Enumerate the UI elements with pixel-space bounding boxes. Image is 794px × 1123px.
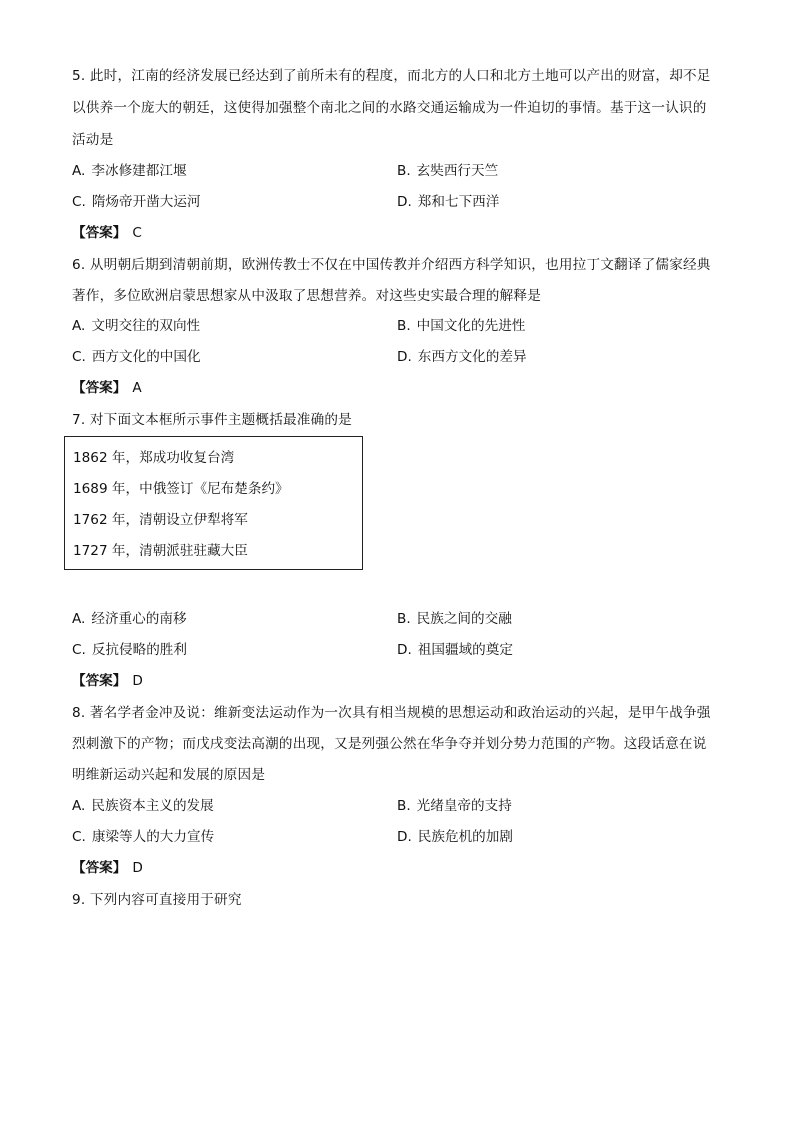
q8-option-d	[397, 827, 513, 847]
option-text: 文明交往的双向性	[91, 318, 201, 334]
option-text: 东西方文化的差异	[417, 349, 527, 365]
option-text: 祖国疆域的奠定	[417, 642, 513, 658]
option-text: 隋炀帝开凿大运河	[91, 194, 201, 210]
q6-option-d	[397, 347, 527, 367]
option-letter: C.	[72, 642, 86, 658]
option-letter: C.	[72, 829, 86, 845]
answer-value: A	[132, 380, 142, 396]
q8-stem-line-3: 明维新运动兴起和发展的原因是	[72, 767, 266, 783]
answer-value: D	[132, 860, 143, 876]
option-letter: B.	[397, 318, 411, 334]
option-letter: B.	[397, 611, 411, 627]
option-text: 光绪皇帝的支持	[416, 798, 512, 814]
option-letter: C.	[72, 194, 86, 210]
answer-tag: 【答案】	[72, 380, 127, 396]
q6-option-a	[72, 316, 200, 336]
option-text: 康梁等人的大力宣传	[91, 829, 215, 845]
q6-stem-line-1: 6. 从明朝后期到清朝前期，欧洲传教士不仅在中国传教并介绍西方科学知识，也用拉丁文翻译了儒家经典	[72, 257, 711, 273]
q7-option-b	[397, 609, 512, 629]
option-text: 李冰修建都江堰	[91, 163, 187, 179]
option-letter: D.	[397, 829, 412, 845]
option-text: 民族之间的交融	[416, 611, 512, 627]
q6-option-c	[72, 347, 201, 367]
q8-option-c	[72, 827, 214, 847]
option-letter: A.	[72, 163, 86, 179]
q5-option-c	[72, 192, 201, 212]
option-letter: C.	[72, 349, 86, 365]
q8-option-a	[72, 796, 214, 816]
q6-stem-line-2: 著作，多位欧洲启蒙思想家从中汲取了思想营养。对这些史实最合理的解释是	[72, 288, 541, 304]
q7-answer	[72, 671, 143, 691]
q6-answer	[72, 378, 142, 398]
q5-stem-line-3: 活动是	[72, 132, 114, 148]
q6-option-b	[397, 316, 525, 336]
q7-box-event-1: 1862 年，郑成功收复台湾	[73, 450, 235, 466]
option-letter: B.	[397, 163, 411, 179]
option-letter: D.	[397, 349, 412, 365]
option-text: 民族资本主义的发展	[91, 798, 214, 814]
q8-stem-line-1: 8. 著名学者金冲及说：维新变法运动作为一次具有相当规模的思想运动和政治运动的兴起，是甲午战争强	[72, 705, 711, 721]
q7-stem-line-1: 7. 对下面文本框所示事件主题概括最准确的是	[72, 412, 352, 428]
q5-stem-line-2: 以供养一个庞大的朝廷，这使得加强整个南北之间的水路交通运输成为一件迫切的事情。基于这一认识的	[72, 100, 707, 116]
option-letter: A.	[72, 318, 86, 334]
answer-value: C	[132, 225, 142, 241]
option-letter: D.	[397, 642, 412, 658]
option-letter: A.	[72, 798, 86, 814]
q7-box-event-4: 1727 年，清朝派驻驻藏大臣	[73, 543, 248, 559]
option-text: 经济重心的南移	[91, 611, 187, 627]
q8-answer	[72, 858, 143, 878]
q7-option-d	[397, 640, 513, 660]
option-letter: A.	[72, 611, 86, 627]
q7-box-event-3: 1762 年，清朝设立伊犁将军	[73, 512, 248, 528]
answer-tag: 【答案】	[72, 860, 127, 876]
q7-option-a	[72, 609, 187, 629]
option-text: 西方文化的中国化	[91, 349, 201, 365]
option-text: 中国文化的先进性	[416, 318, 526, 334]
option-text: 反抗侵略的胜利	[91, 642, 187, 658]
q7-option-c	[72, 640, 187, 660]
answer-value: D	[132, 673, 143, 689]
q5-option-b	[397, 161, 498, 181]
answer-tag: 【答案】	[72, 225, 127, 241]
q5-answer	[72, 223, 142, 243]
option-text: 玄奘西行天竺	[416, 163, 499, 179]
q5-stem-line-1: 5. 此时，江南的经济发展已经达到了前所未有的程度，而北方的人口和北方土地可以产出的财富，却不足	[72, 68, 711, 84]
q5-option-a	[72, 161, 187, 181]
q7-text-box	[64, 436, 363, 570]
q8-stem-line-2: 烈刺激下的产物；而戊戌变法高潮的出现，又是列强公然在华争夺并划分势力范围的产物。这段话意在说	[72, 736, 707, 752]
option-letter: D.	[397, 194, 412, 210]
option-text: 郑和七下西洋	[417, 194, 500, 210]
q5-option-d	[397, 192, 499, 212]
q7-box-event-2: 1689 年，中俄签订《尼布楚条约》	[73, 481, 289, 497]
option-letter: B.	[397, 798, 411, 814]
answer-tag: 【答案】	[72, 673, 127, 689]
q9-stem-line-1: 9. 下列内容可直接用于研究	[72, 892, 242, 908]
option-text: 民族危机的加剧	[417, 829, 513, 845]
q8-option-b	[397, 796, 512, 816]
